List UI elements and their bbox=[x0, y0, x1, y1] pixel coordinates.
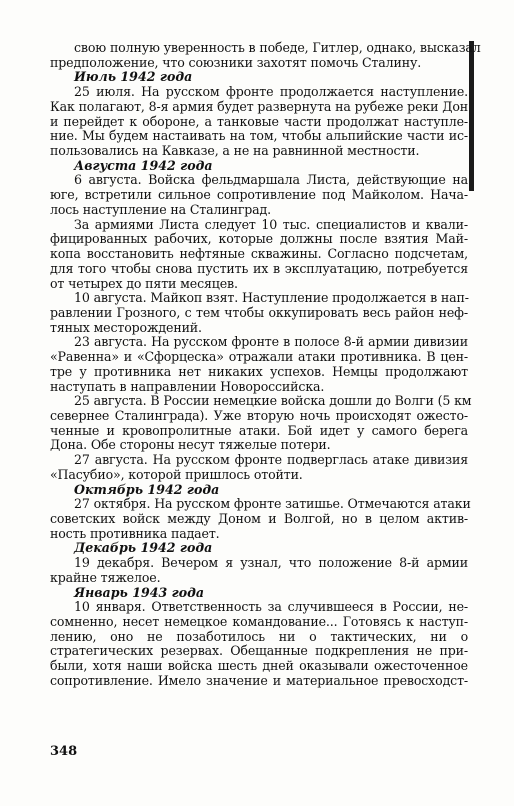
section-heading: Августа 1942 года bbox=[74, 157, 213, 173]
text-line: 23 августа. На русском фронте в полосе 8-й армии дивизии bbox=[74, 334, 468, 350]
section-heading: Январь 1943 года bbox=[74, 584, 205, 600]
text-line: За армиями Листа следует 10 тыс. специалистов и квали- bbox=[74, 216, 468, 232]
text-line: равлении Грозного, с тем чтобы оккупировать весь район неф- bbox=[50, 304, 468, 320]
page-text bbox=[50, 40, 481, 689]
text-line: ченные и кровопролитные атаки. Бой идет у самого берега bbox=[50, 422, 468, 438]
text-line: сомненно, несет немецкое командование... Готовясь к наступ- bbox=[50, 614, 468, 630]
text-line: и перейдет к обороне, а танковые части продолжат наступле- bbox=[50, 113, 468, 129]
page-number: 348 bbox=[50, 744, 78, 759]
page-edge-mark bbox=[469, 41, 474, 191]
paragraph bbox=[50, 85, 468, 159]
text-line: стратегических резервах. Обещанные подкрепления не при- bbox=[50, 643, 468, 659]
text-line: копа восстановить нефтяные скважины. Согласно подсчетам, bbox=[50, 246, 468, 262]
text-line: советских войск между Доном и Волгой, но в целом актив- bbox=[50, 511, 468, 526]
paragraph bbox=[50, 393, 472, 453]
text-line: лось наступление на Сталинград. bbox=[50, 201, 271, 217]
paragraph bbox=[50, 218, 468, 292]
text-line: наступать в направлении Новороссийска. bbox=[50, 378, 325, 394]
paragraph bbox=[50, 335, 468, 394]
paragraph bbox=[50, 453, 468, 482]
text-line: для того чтобы снова пустить их в эксплуатацию, потребуется bbox=[50, 260, 468, 276]
text-line: 25 июля. На русском фронте продолжается наступление. bbox=[74, 84, 468, 100]
text-line: 25 августа. В России немецкие войска дошли до Волги (5 км bbox=[74, 393, 472, 409]
paragraph bbox=[50, 173, 468, 217]
text-line: севернее Сталинграда). Уже вторую ночь происходят ожесто- bbox=[50, 407, 468, 423]
text-line: тяных месторождений. bbox=[50, 319, 202, 335]
text-line: были, хотя наши войска шесть дней оказывали ожесточенное bbox=[50, 658, 468, 674]
paragraph bbox=[50, 40, 481, 70]
paragraph bbox=[50, 291, 468, 335]
text-line: пользовались на Кавказе, а не на равнинной местности. bbox=[50, 143, 420, 159]
text-line: Дона. Обе стороны несут тяжелые потери. bbox=[50, 437, 331, 453]
section-heading: Декабрь 1942 года bbox=[74, 540, 213, 556]
text-line: ность противника падает. bbox=[50, 525, 220, 541]
text-line: предположение, что союзники захотят помочь Сталину. bbox=[50, 54, 422, 70]
text-line: свою полную уверенность в победе, Гитлер, однако, высказал bbox=[74, 40, 481, 55]
paragraph bbox=[50, 600, 468, 688]
text-line: Как полагают, 8-я армия будет развернута на рубеже реки Дон bbox=[50, 98, 468, 114]
text-line: лению, оно не позаботилось ни о тактических, ни о bbox=[50, 628, 468, 644]
text-line: тре у противника нет никаких успехов. Немцы продолжают bbox=[50, 363, 468, 379]
text-line: 27 октября. На русском фронте затишье. Отмечаются атаки bbox=[74, 496, 471, 512]
section-heading: Июль 1942 года bbox=[74, 69, 193, 85]
text-line: «Равенна» и «Сфорцеска» отражали атаки противника. В цен- bbox=[50, 349, 468, 365]
paragraph bbox=[50, 496, 471, 541]
text-line: 10 января. Ответственность за случившееся в России, не- bbox=[74, 599, 468, 615]
paragraph bbox=[50, 556, 468, 585]
text-line: юге, встретили сильное сопротивление под Майколом. Нача- bbox=[50, 187, 468, 203]
text-line: 6 августа. Войска фельдмаршала Листа, действующие на bbox=[74, 172, 468, 188]
text-line: фицированных рабочих, которые должны после взятия Май- bbox=[50, 231, 468, 247]
text-line: 10 августа. Майкоп взят. Наступление продолжается в нап- bbox=[74, 290, 469, 306]
text-line: ние. Мы будем настаивать на том, чтобы альпийские части ис- bbox=[50, 128, 468, 144]
section-heading: Октябрь 1942 года bbox=[74, 481, 220, 497]
text-line: от четырех до пяти месяцев. bbox=[50, 275, 238, 291]
text-line: 19 декабря. Вечером я узнал, что положение 8-й армии bbox=[74, 555, 468, 571]
text-line: «Пасубио», которой пришлось отойти. bbox=[50, 466, 303, 482]
text-line: сопротивление. Имело значение и материальное превосходст- bbox=[50, 672, 468, 688]
text-line: крайне тяжелое. bbox=[50, 569, 161, 585]
text-line: 27 августа. На русском фронте подверглась атаке дивизия bbox=[74, 452, 468, 468]
